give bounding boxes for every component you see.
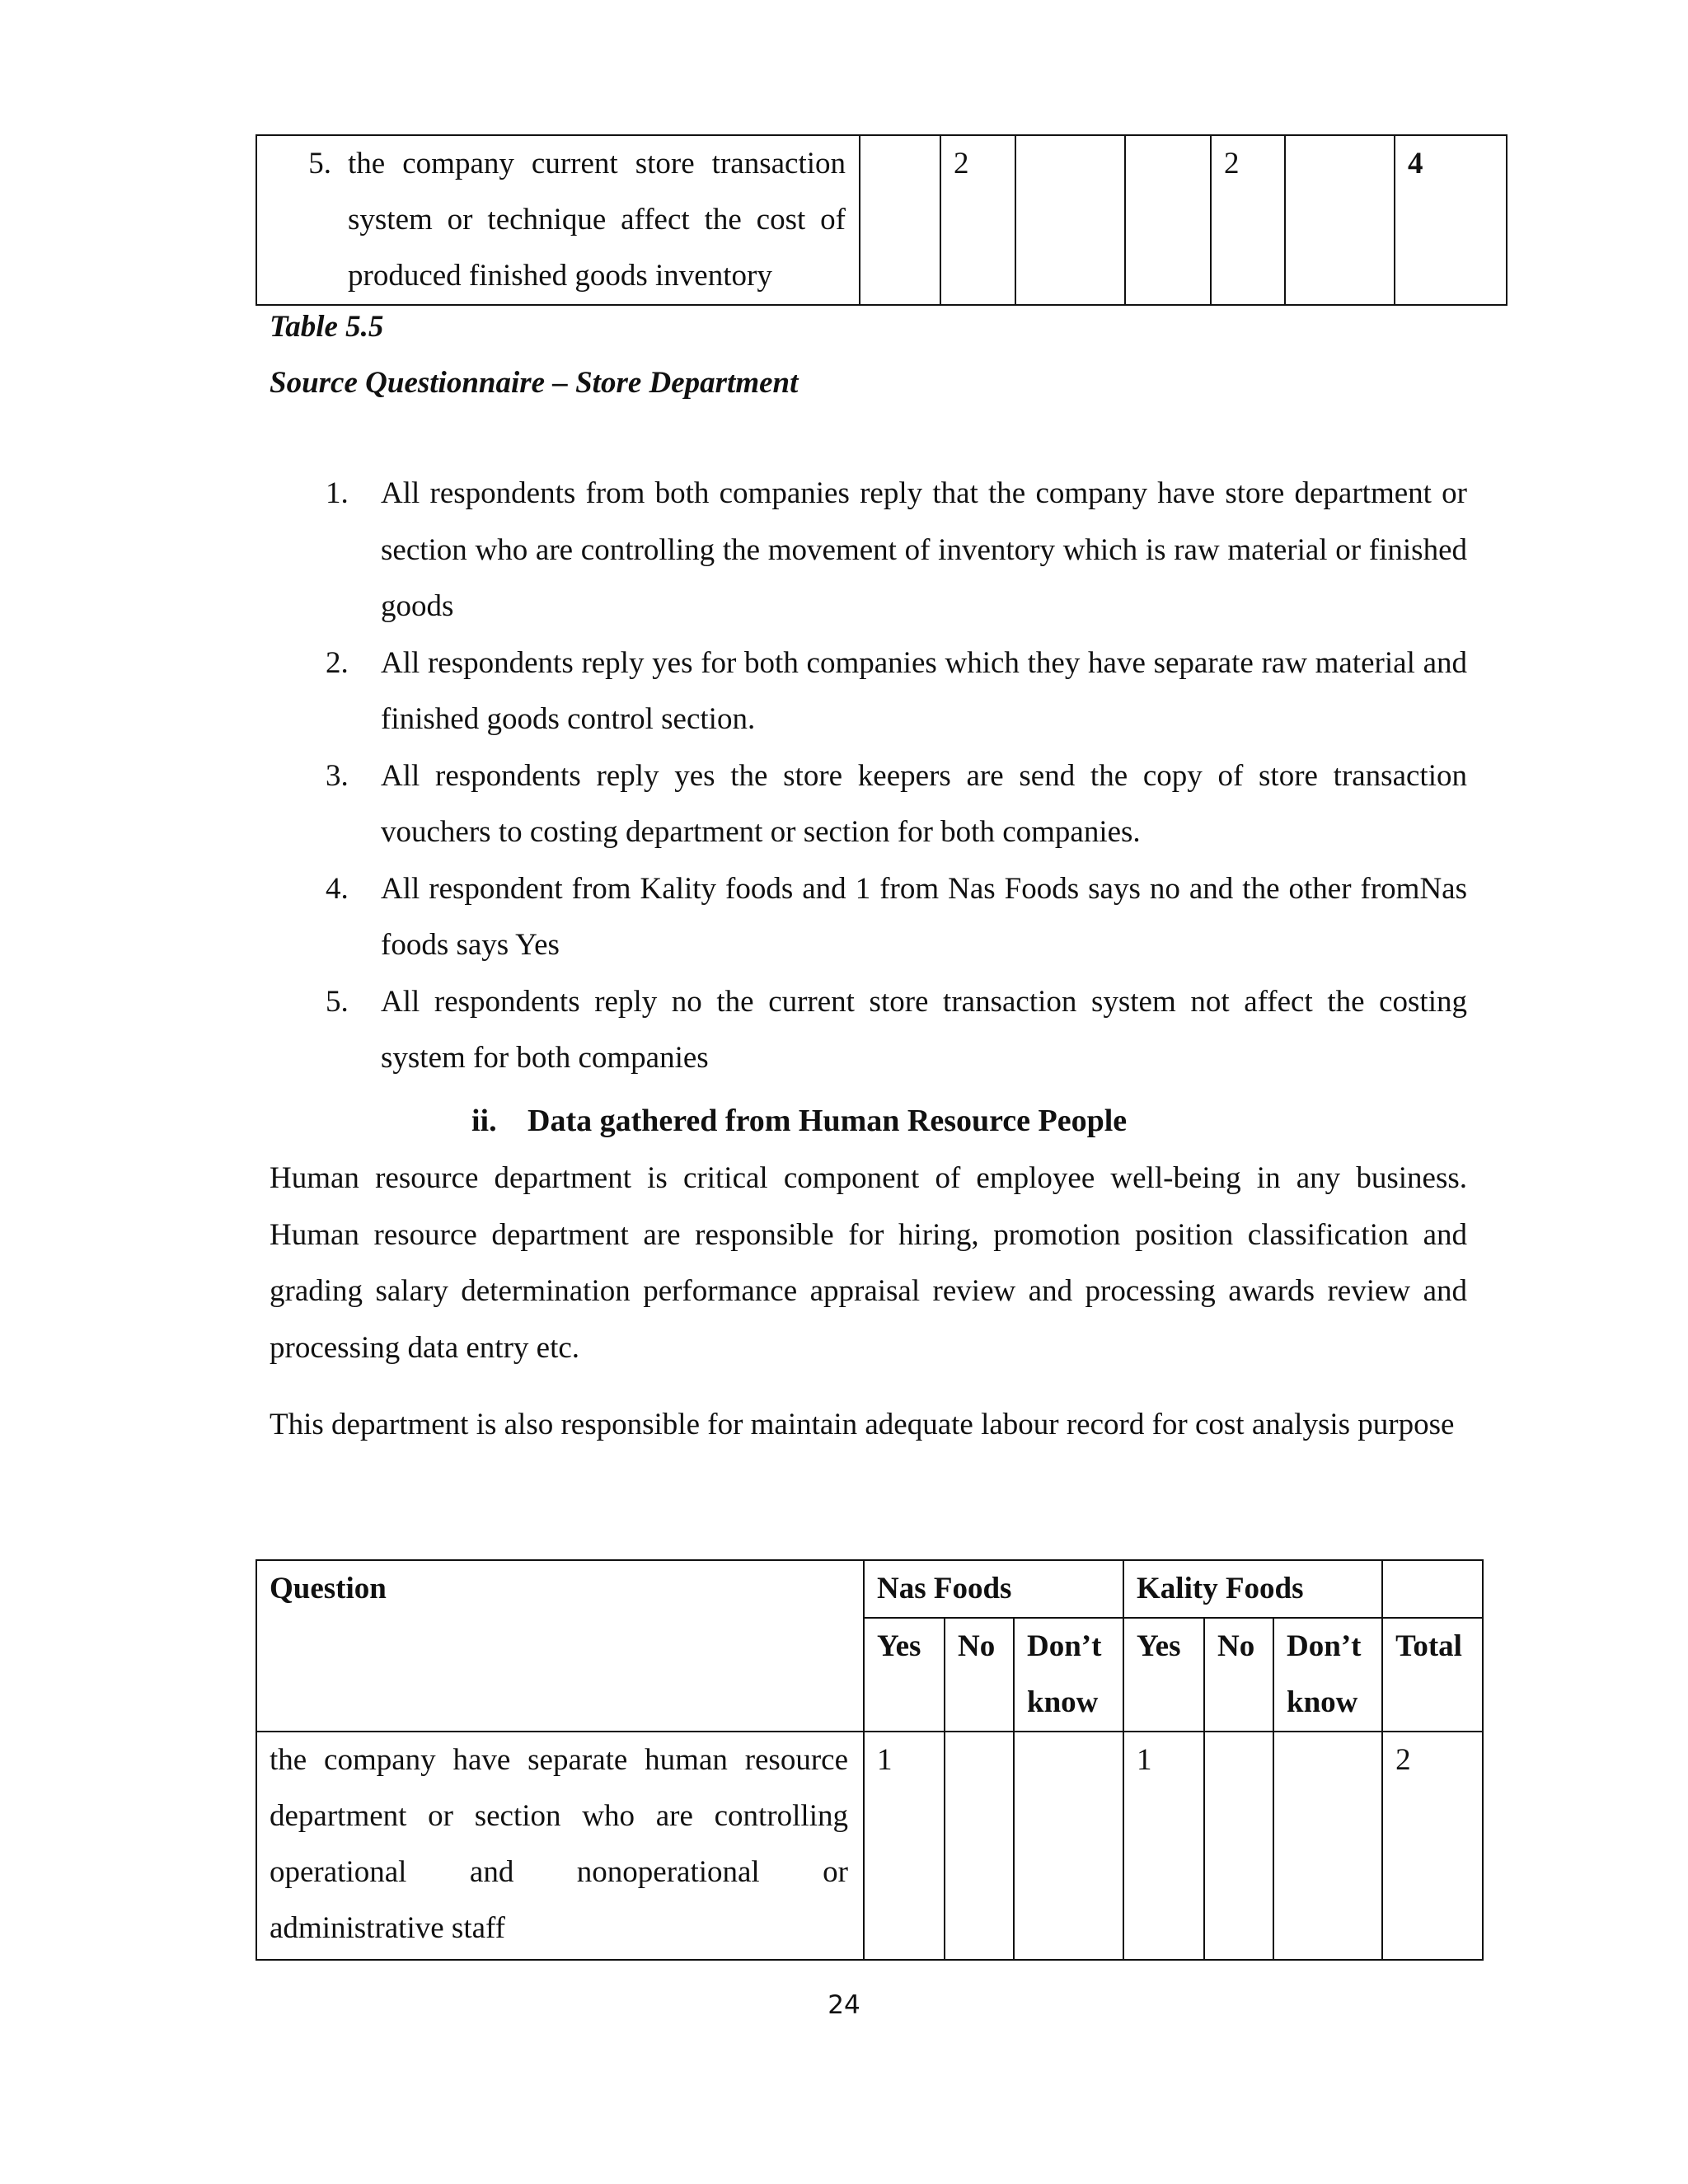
empty-header-cell <box>1382 1560 1483 1618</box>
table-header-row <box>256 1560 1483 1618</box>
kality-dont-know-header: Don’t know <box>1273 1618 1382 1732</box>
kality-yes-header: Yes <box>1123 1618 1204 1732</box>
paragraph: This department is also responsible for maintain adequate labour record for cost analysis purpose <box>270 1408 1455 1441</box>
paragraph: Human resource department is critical component of employee well-being in any business. Human resource department are responsible for hiring, promotion position classification and grading salary determination performance appraisal review and processing awards review and processing data entry etc. <box>270 1161 1467 1365</box>
list-item <box>326 974 1467 1087</box>
nas-yes-cell: 1 <box>864 1732 945 1960</box>
table-label: Table 5.5 <box>270 310 384 344</box>
nas-dont-know-cell <box>1014 1732 1123 1960</box>
question-cell: the company have separate human resource department or section who are controlling operational and nonoperational or administrative staff <box>256 1732 864 1960</box>
kality-yes-cell <box>1125 135 1211 305</box>
kality-dont-know-cell <box>1285 135 1395 305</box>
kality-no-header: No <box>1204 1618 1273 1732</box>
list-item <box>326 748 1467 861</box>
nas-yes-header: Yes <box>864 1618 945 1732</box>
nas-yes-cell <box>860 135 940 305</box>
section-numeral: ii. <box>471 1104 497 1138</box>
nas-no-cell: 2 <box>940 135 1015 305</box>
list-item <box>326 466 1467 635</box>
kality-no-cell: 2 <box>1211 135 1285 305</box>
list-number: 1. <box>326 476 349 510</box>
hr-questionnaire-table <box>256 1559 1484 1961</box>
question-cell <box>256 135 860 305</box>
total-cell: 2 <box>1382 1732 1483 1960</box>
section-title: Data gathered from Human Resource People <box>528 1104 1128 1138</box>
nas-no-header: No <box>945 1618 1014 1732</box>
table-row <box>256 1732 1483 1960</box>
table-source: Source Questionnaire – Store Department <box>270 366 799 400</box>
page-number: 24 <box>828 1990 860 2020</box>
section-heading <box>471 1093 1127 1149</box>
findings-list <box>326 466 1467 1087</box>
store-questionnaire-table-continued <box>256 134 1507 306</box>
kality-foods-header: Kality Foods <box>1123 1560 1382 1618</box>
list-text: All respondents from both companies reply that the company have store department or section who are controlling the movement of inventory which is raw material or finished goods <box>381 476 1467 623</box>
question-text: the company current store transaction system or technique affect the cost of produced finished goods inventory <box>348 147 846 293</box>
total-cell: 4 <box>1395 135 1507 305</box>
nas-no-cell <box>945 1732 1014 1960</box>
nas-foods-header: Nas Foods <box>864 1560 1123 1618</box>
list-text: All respondents reply yes for both companies which they have separate raw material and finished goods control section. <box>381 645 1467 736</box>
list-number: 3. <box>326 758 349 793</box>
table-row <box>256 135 1507 305</box>
item-number: 5. <box>308 147 331 180</box>
nas-dont-know-header: Don’t know <box>1014 1618 1123 1732</box>
kality-no-cell <box>1204 1732 1273 1960</box>
question-header: Question <box>256 1560 864 1732</box>
list-number: 4. <box>326 871 349 906</box>
list-item <box>326 635 1467 748</box>
list-text: All respondents reply no the current store transaction system not affect the costing system for both companies <box>381 984 1467 1075</box>
kality-yes-cell: 1 <box>1123 1732 1204 1960</box>
list-number: 2. <box>326 645 349 680</box>
list-text: All respondents reply yes the store keepers are send the copy of store transaction vouchers to costing department or section for both companies. <box>381 758 1467 849</box>
total-header: Total <box>1382 1618 1483 1732</box>
nas-dont-know-cell <box>1015 135 1125 305</box>
kality-dont-know-cell <box>1273 1732 1382 1960</box>
list-item <box>326 861 1467 974</box>
list-text: All respondent from Kality foods and 1 from Nas Foods says no and the other fromNas foods says Yes <box>381 871 1467 962</box>
list-number: 5. <box>326 984 349 1019</box>
